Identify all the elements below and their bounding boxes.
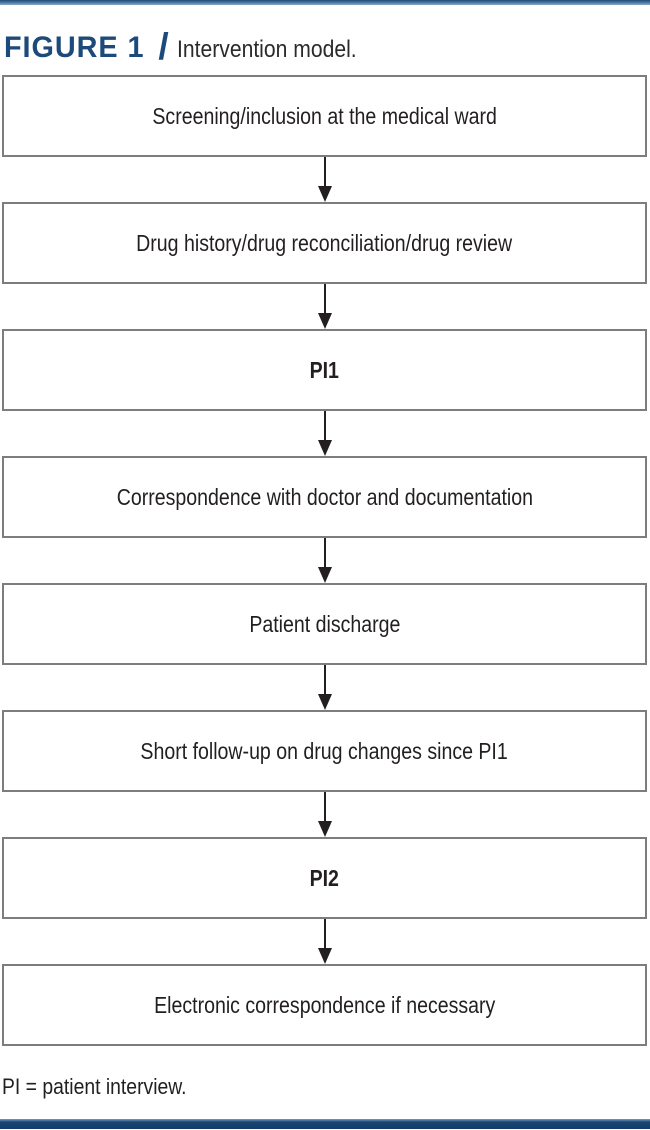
intervention-flowchart xyxy=(2,75,647,1046)
arrow-line xyxy=(324,411,326,440)
arrow-line xyxy=(324,284,326,313)
flow-step-follow-up xyxy=(2,710,647,792)
bottom-accent-bar xyxy=(0,1119,650,1129)
flow-step-label: Correspondence with doctor and documentation xyxy=(116,483,533,510)
arrow-line xyxy=(324,538,326,567)
top-accent-bar xyxy=(0,0,650,5)
flow-step-label: Electronic correspondence if necessary xyxy=(153,991,496,1018)
flow-step-patient-discharge xyxy=(2,583,647,665)
arrow-down-icon xyxy=(318,567,332,583)
arrow-line xyxy=(324,792,326,821)
flow-step-label: Short follow-up on drug changes since PI1 xyxy=(140,737,509,764)
down-arrow xyxy=(2,157,647,202)
flow-step-label: Drug history/drug reconciliation/drug review xyxy=(136,229,513,256)
down-arrow xyxy=(2,284,647,329)
down-arrow xyxy=(2,792,647,837)
figure-title: Intervention model. xyxy=(176,36,357,63)
arrow-down-icon xyxy=(318,440,332,456)
flow-step-label: Screening/inclusion at the medical ward xyxy=(152,102,497,129)
arrow-down-icon xyxy=(318,694,332,710)
flow-step-pi2 xyxy=(2,837,647,919)
down-arrow xyxy=(2,411,647,456)
figure-slash-separator: / xyxy=(158,26,169,67)
arrow-down-icon xyxy=(318,313,332,329)
down-arrow xyxy=(2,538,647,583)
arrow-line xyxy=(324,665,326,694)
figure-number-label: FIGURE 1 xyxy=(4,31,145,64)
arrow-line xyxy=(324,157,326,186)
flow-step-drug-history xyxy=(2,202,647,284)
flow-step-screening xyxy=(2,75,647,157)
flow-step-correspondence xyxy=(2,456,647,538)
arrow-line xyxy=(324,919,326,948)
down-arrow xyxy=(2,919,647,964)
arrow-down-icon xyxy=(318,821,332,837)
arrow-down-icon xyxy=(318,186,332,202)
figure-footnote: PI = patient interview. xyxy=(2,1074,187,1099)
flow-step-label: PI2 xyxy=(309,864,340,891)
down-arrow xyxy=(2,665,647,710)
arrow-down-icon xyxy=(318,948,332,964)
flow-step-pi1 xyxy=(2,329,647,411)
figure-header xyxy=(4,24,381,67)
flow-step-label: Patient discharge xyxy=(248,610,401,637)
flow-step-label: PI1 xyxy=(309,356,340,383)
flow-step-electronic-correspondence xyxy=(2,964,647,1046)
